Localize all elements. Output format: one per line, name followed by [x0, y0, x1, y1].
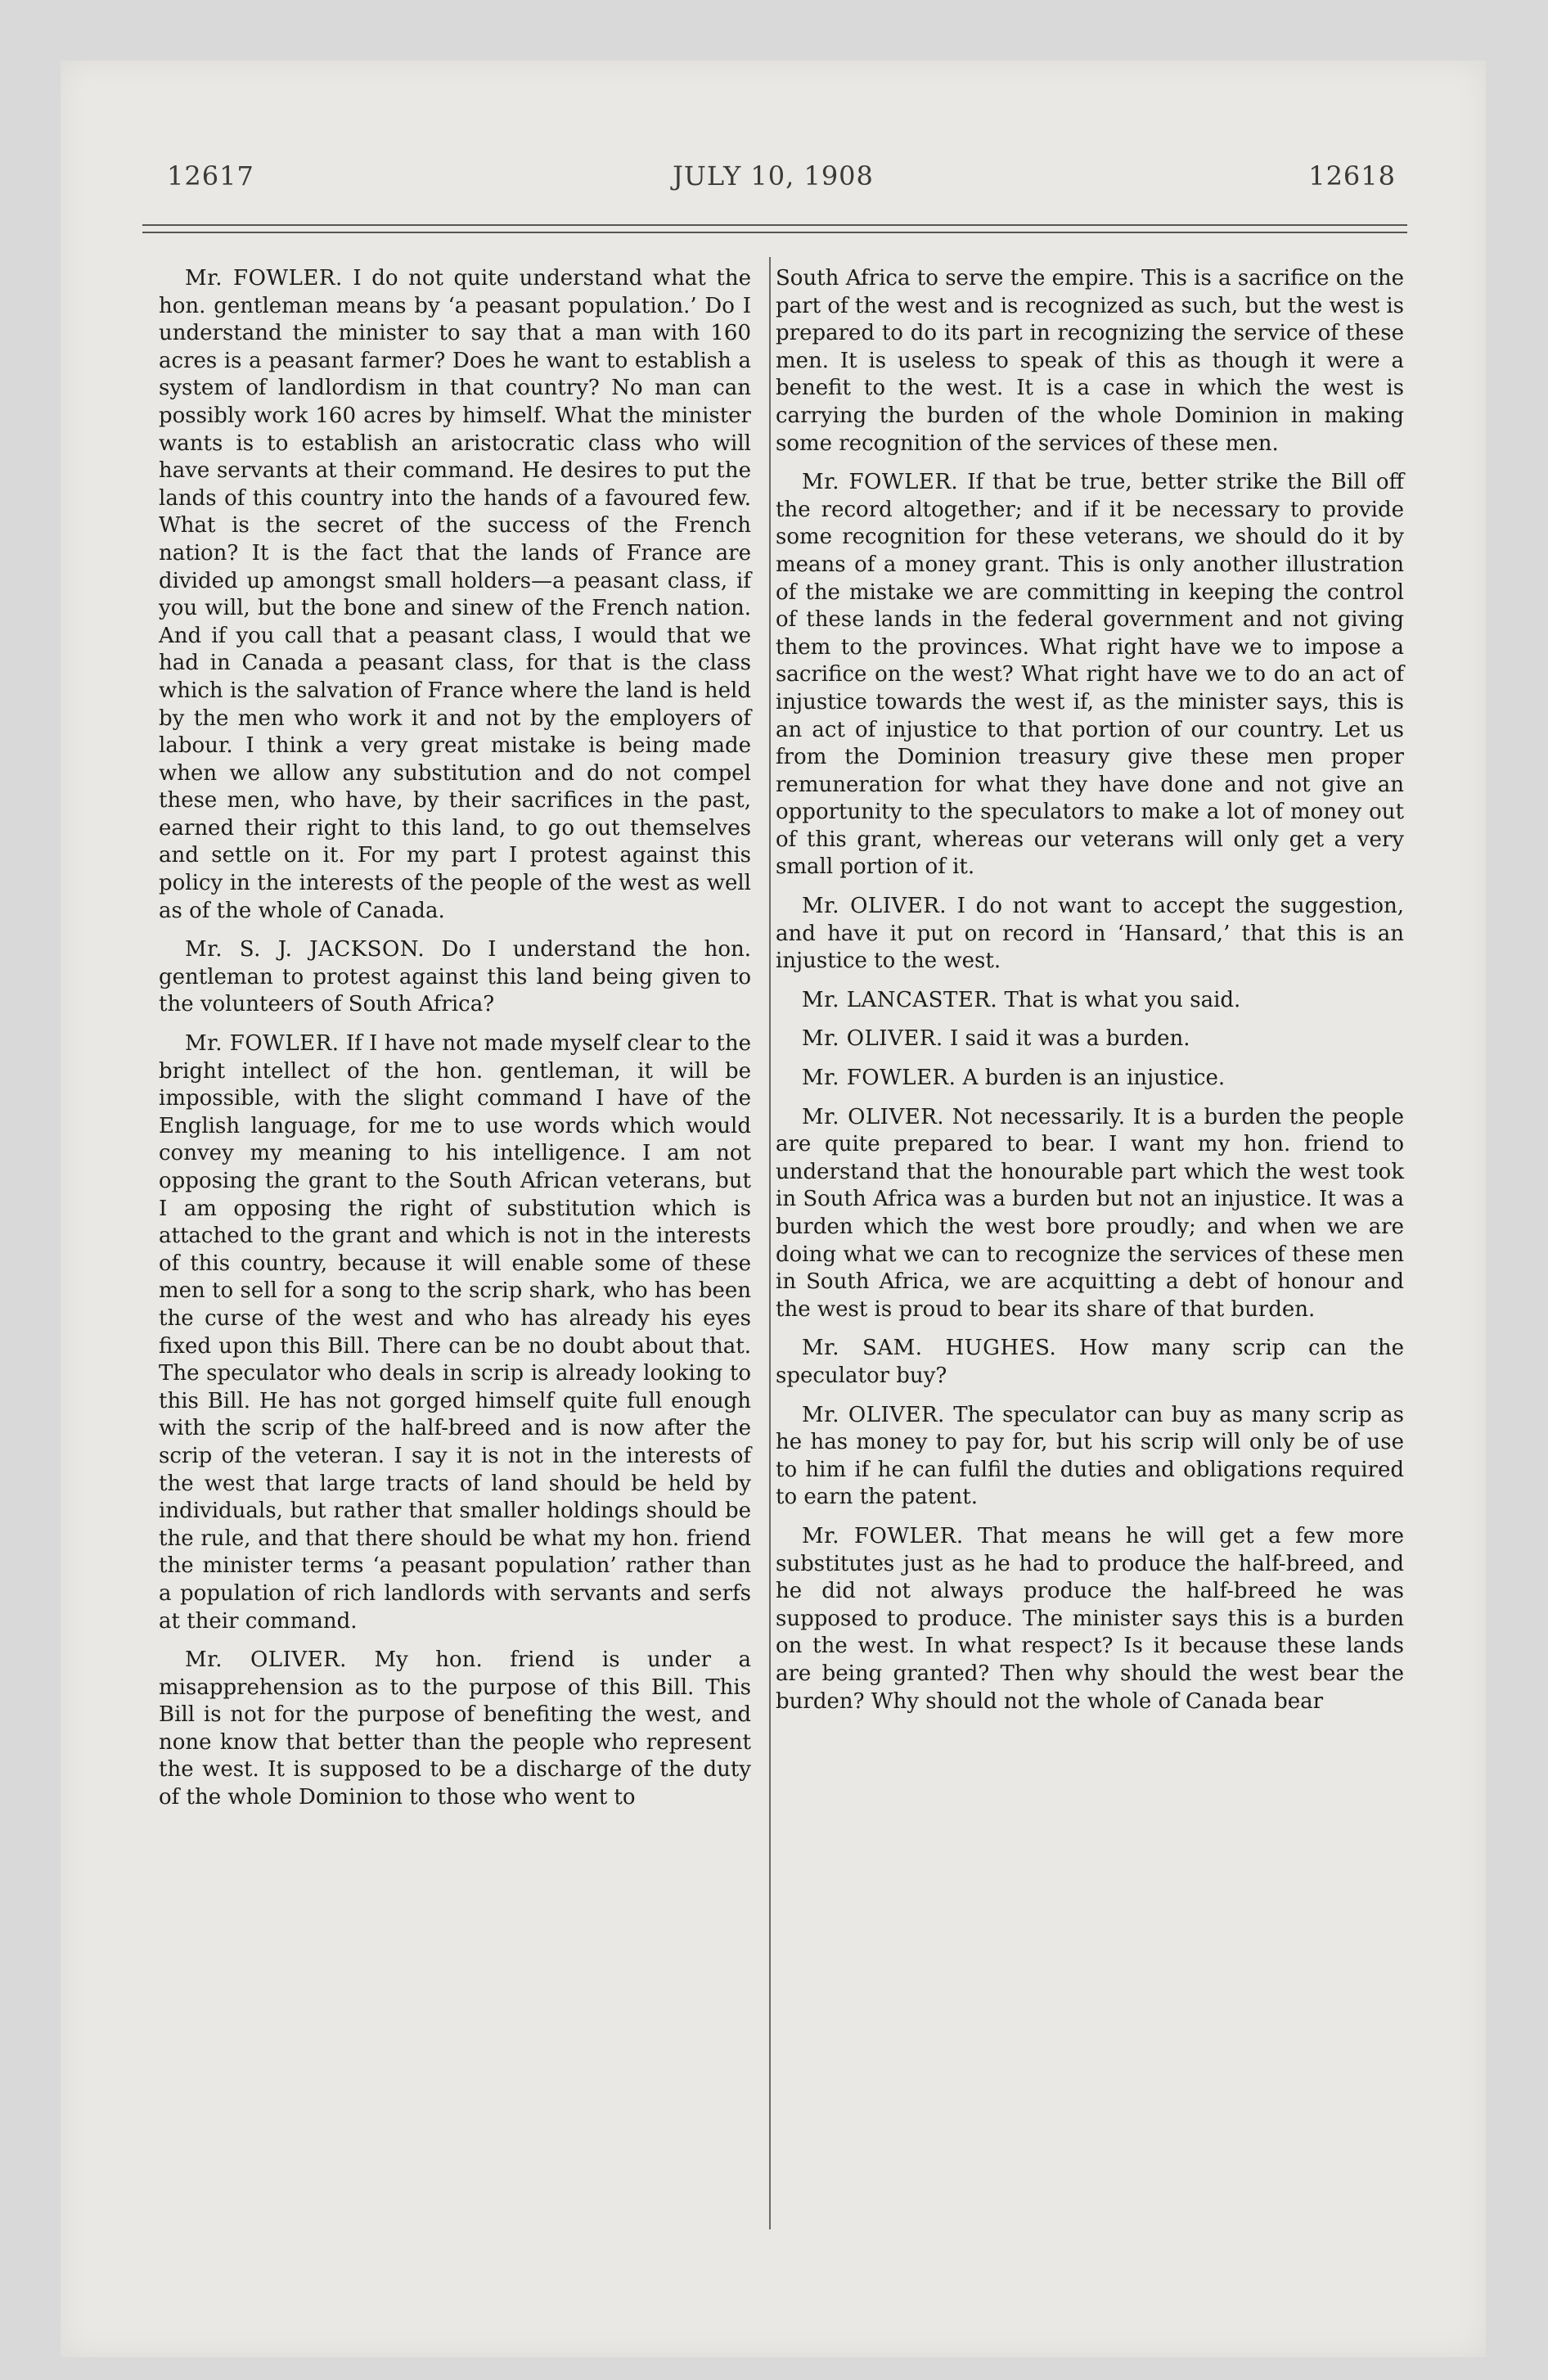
speaker-name: Mr. FOWLER.	[185, 1031, 340, 1057]
paragraph	[776, 1104, 1404, 1324]
speech-text: I do not quite understand what the hon. gentleman means by ‘a peasant population.’ Do I understand the minister to say that a man with 160 acres is a peasant farmer? Does he want to establish a system of landlordism in that country? No man can possibly work 160 acres by himself. What the minister wants is to establish an aristocratic class who will have servants at their command. He desires to put the lands of this country into the hands of a favoured few. What is the secret of the success of the French nation? It is the fact that the lands of France are divided up amongst small holders—a peasant class, if you will, but the bone and sinew of the French nation. And if you call that a peasant class, I would that we had in Canada a peasant class, for that is the class which is the salvation of France where the land is held by the men who work it and not by the employers of labour. I think a very great mistake is being made when we allow any substitution and do not compel these men, who have, by their sacrifices in the past, earned their right to this land, to go out themselves and settle on it. For my part I protest against this policy in the interests of the people of the west as well as of the whole of Canada.	[159, 266, 752, 923]
speaker-name: Mr. OLIVER.	[802, 894, 947, 919]
header-rule-top	[142, 224, 1407, 226]
left-column	[159, 265, 751, 1823]
paragraph	[159, 936, 751, 1019]
speaker-name: Mr. OLIVER.	[802, 1026, 943, 1052]
paragraph	[159, 1030, 751, 1635]
paragraph	[776, 1402, 1404, 1512]
speech-text: That is what you said.	[1004, 987, 1241, 1012]
paragraph	[776, 893, 1404, 976]
speaker-name: Mr. OLIVER.	[802, 1402, 945, 1427]
paragraph	[159, 265, 751, 925]
right-column	[776, 265, 1404, 1727]
speech-text: Not necessarily. It is a burden the people are quite prepared to bear. I want my hon. friend to understand that the honourable part which the west took in South Africa was a burden but not an injustice. It was a burden which the west bore proudly; and when we are doing what we can to recognize the services of these men in South Africa, we are acquitting a debt of honour and the west is proud to bear its share of that burden.	[776, 1104, 1405, 1322]
speaker-name: Mr. OLIVER.	[802, 1104, 945, 1129]
column-divider	[769, 257, 771, 2229]
right-page-number: 12618	[1308, 160, 1396, 192]
speaker-name: Mr. FOWLER.	[802, 1523, 964, 1548]
speech-text: I said it was a burden.	[949, 1026, 1190, 1052]
left-page-number: 12617	[167, 160, 254, 192]
speech-text: If that be true, better strike the Bill off the record altogether; and if it be necessary to provide some recognition for these veterans, we should do it by means of a money grant. This is only another illustration of the mistake we are committing in keeping the control of these lands in the federal government and not giving them to the provinces. What right have we to impose a sacrifice on the west? What right have we to do an act of injustice towards the west if, as the minister says, this is an act of injustice to that portion of our country. Let us from the Dominion treasury give these men proper remuneration for what they have done and not give an opportunity to the speculators to make a lot of money out of this grant, whereas our veterans will only get a very small portion of it.	[776, 470, 1405, 880]
speech-text: That means he will get a few more substitutes just as he had to produce the half-breed, and he did not always produce the half-breed he was supposed to produce. The minister says this is a burden on the west. In what respect? Is it because these lands are being granted? Then why should the west bear the burden? Why should not the whole of Canada bear	[776, 1523, 1405, 1714]
speech-text: I do not want to accept the suggestion, and have it put on record in ‘Hansard,’ that this is an injustice to the west.	[776, 894, 1405, 974]
speech-text: If I have not made myself clear to the bright intellect of the hon. gentleman, it will be impossible, with the slight command I have of the English language, for me to use words which would convey my meaning to his intelligence. I am not opposing the grant to the South African veterans, but I am opposing the right of substitution which is attached to the grant and which is not in the interests of this country, because it will enable some of these men to sell for a song to the scrip shark, who has been the curse of the west and who has already his eyes fixed upon this Bill. There can be no doubt about that. The speculator who deals in scrip is already looking to this Bill. He has not gorged himself quite full enough with the scrip of the half-breed and is now after the scrip of the veteran. I say it is not in the interests of the west that large tracts of land should be held by individuals, but rather that smaller holdings should be the rule, and that there should be what my hon. friend the minister terms ‘a peasant population’ rather than a population of rich landlords with servants and serfs at their command.	[159, 1031, 752, 1634]
speech-text: The speculator can buy as many scrip as he has money to pay for, but his scrip will only be of use to him if he can fulfil the duties and obligations required to earn the patent.	[776, 1402, 1404, 1510]
paragraph	[776, 469, 1404, 881]
speech-text: South Africa to serve the empire. This is a sacrifice on the part of the west and is recognized as such, but the west is prepared to do its part in recognizing the service of these men. It is useless to speak of this as though it were a benefit to the west. It is a case in which the west is carrying the burden of the whole Dominion in making some recognition of the services of these men.	[776, 266, 1404, 456]
paragraph	[776, 1523, 1404, 1715]
page-date: JULY 10, 1908	[673, 160, 874, 192]
page-header	[61, 160, 1486, 210]
speaker-name: Mr. FOWLER.	[802, 470, 959, 495]
paragraph	[776, 1025, 1404, 1053]
speaker-name: Mr. S. J. JACKSON.	[185, 937, 425, 962]
paragraph	[159, 1647, 751, 1812]
speaker-name: Mr. FOWLER.	[802, 1066, 956, 1091]
hansard-page	[61, 61, 1486, 2357]
speech-text: How many scrip can the speculator buy?	[776, 1336, 1404, 1388]
speaker-name: Mr. SAM. HUGHES.	[802, 1336, 1057, 1361]
paragraph	[776, 1065, 1404, 1093]
speech-text: My hon. friend is under a misapprehension as to the purpose of this Bill. This Bill is not for the purpose of benefiting the west, and none know that better than the people who represent the west. It is supposed to be a discharge of the duty of the whole Dominion to those who went to	[159, 1648, 752, 1810]
header-rule-bottom	[142, 232, 1407, 233]
speaker-name: Mr. FOWLER.	[185, 266, 343, 291]
speech-text: Do I understand the hon. gentleman to protest against this land being given to the volunteers of South Africa?	[159, 937, 752, 1017]
speaker-name: Mr. LANCASTER.	[802, 987, 998, 1012]
paragraph	[776, 1335, 1404, 1390]
speaker-name: Mr. OLIVER.	[185, 1648, 347, 1673]
paragraph	[776, 265, 1404, 458]
paragraph	[776, 987, 1404, 1015]
speech-text: A burden is an injustice.	[962, 1066, 1226, 1091]
